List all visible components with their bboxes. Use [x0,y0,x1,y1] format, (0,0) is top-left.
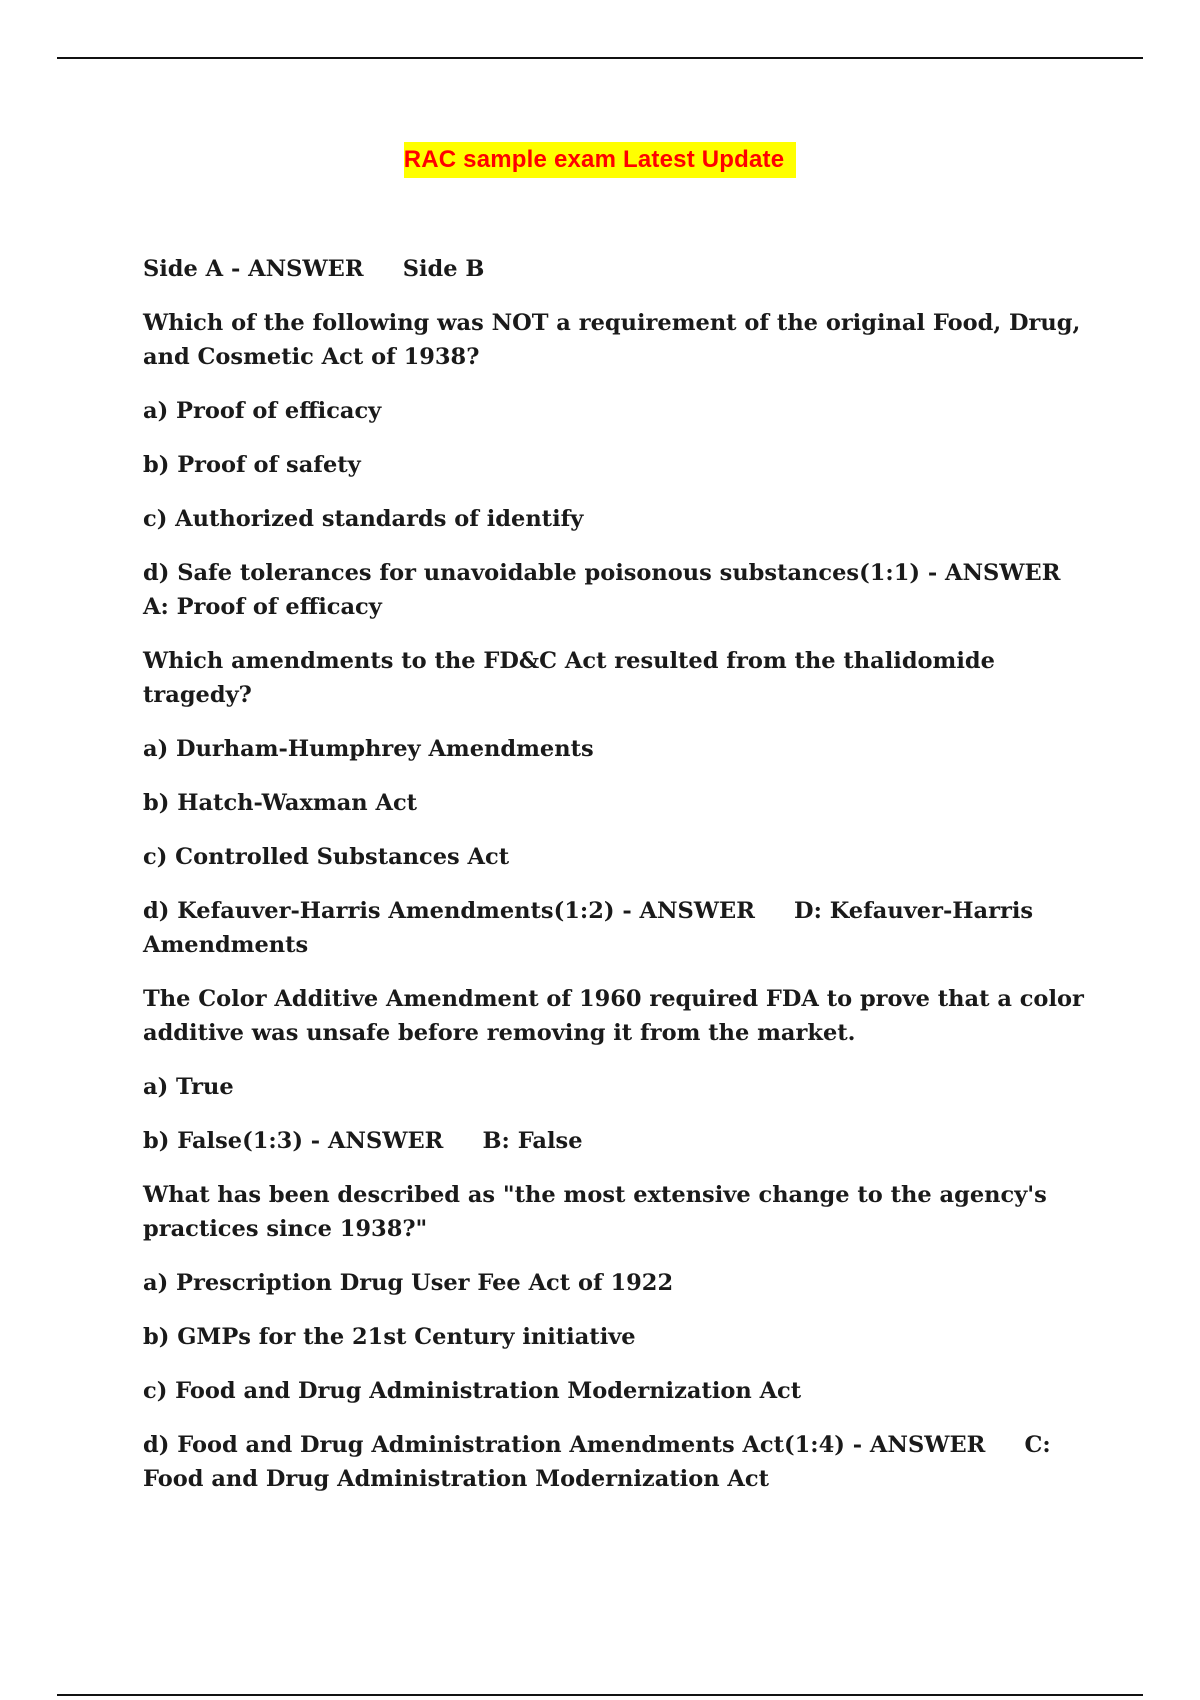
side-header-line: Side A - ANSWER Side B [143,256,485,282]
question-2-option-a: a) Durham-Humphrey Amendments [143,736,594,762]
question-3-option-a: a) True [143,1074,234,1100]
question-4-option-a: a) Prescription Drug User Fee Act of 1922 [143,1270,674,1296]
question-1-option-b: b) Proof of safety [143,452,361,478]
question-2: Which amendments to the FD&C Act resulted from the thalidomide tragedy? [143,648,1003,708]
question-3-option-b-answer: b) False(1:3) - ANSWER B: False [143,1128,583,1154]
question-4-option-c: c) Food and Drug Administration Modernization Act [143,1378,802,1404]
bottom-rule [57,1694,1143,1696]
title-wrap [0,142,1200,178]
question-4-option-d-answer: d) Food and Drug Administration Amendments Act(1:4) - ANSWER C: Food and Drug Administration Modernization Act [143,1432,1059,1492]
question-4: What has been described as "the most extensive change to the agency's practices since 1938?" [143,1182,1055,1242]
question-2-option-c: c) Controlled Substances Act [143,844,510,870]
top-rule [57,57,1143,59]
question-1: Which of the following was NOT a requirement of the original Food, Drug, and Cosmetic Act of 1938? [143,310,1089,370]
question-1-option-a: a) Proof of efficacy [143,398,382,424]
question-2-option-d-answer: d) Kefauver-Harris Amendments(1:2) - ANSWER D: Kefauver-Harris Amendments [143,898,1041,958]
document-body [143,252,1103,1516]
question-1-option-d-answer: d) Safe tolerances for unavoidable poisonous substances(1:1) - ANSWER A: Proof of efficacy [143,560,1100,620]
question-1-option-c: c) Authorized standards of identify [143,506,584,532]
question-3: The Color Additive Amendment of 1960 required FDA to prove that a color additive was unsafe before removing it from the market. [143,986,1092,1046]
document-title: RAC sample exam Latest Update [404,142,797,178]
question-4-option-b: b) GMPs for the 21st Century initiative [143,1324,636,1350]
question-2-option-b: b) Hatch-Waxman Act [143,790,418,816]
